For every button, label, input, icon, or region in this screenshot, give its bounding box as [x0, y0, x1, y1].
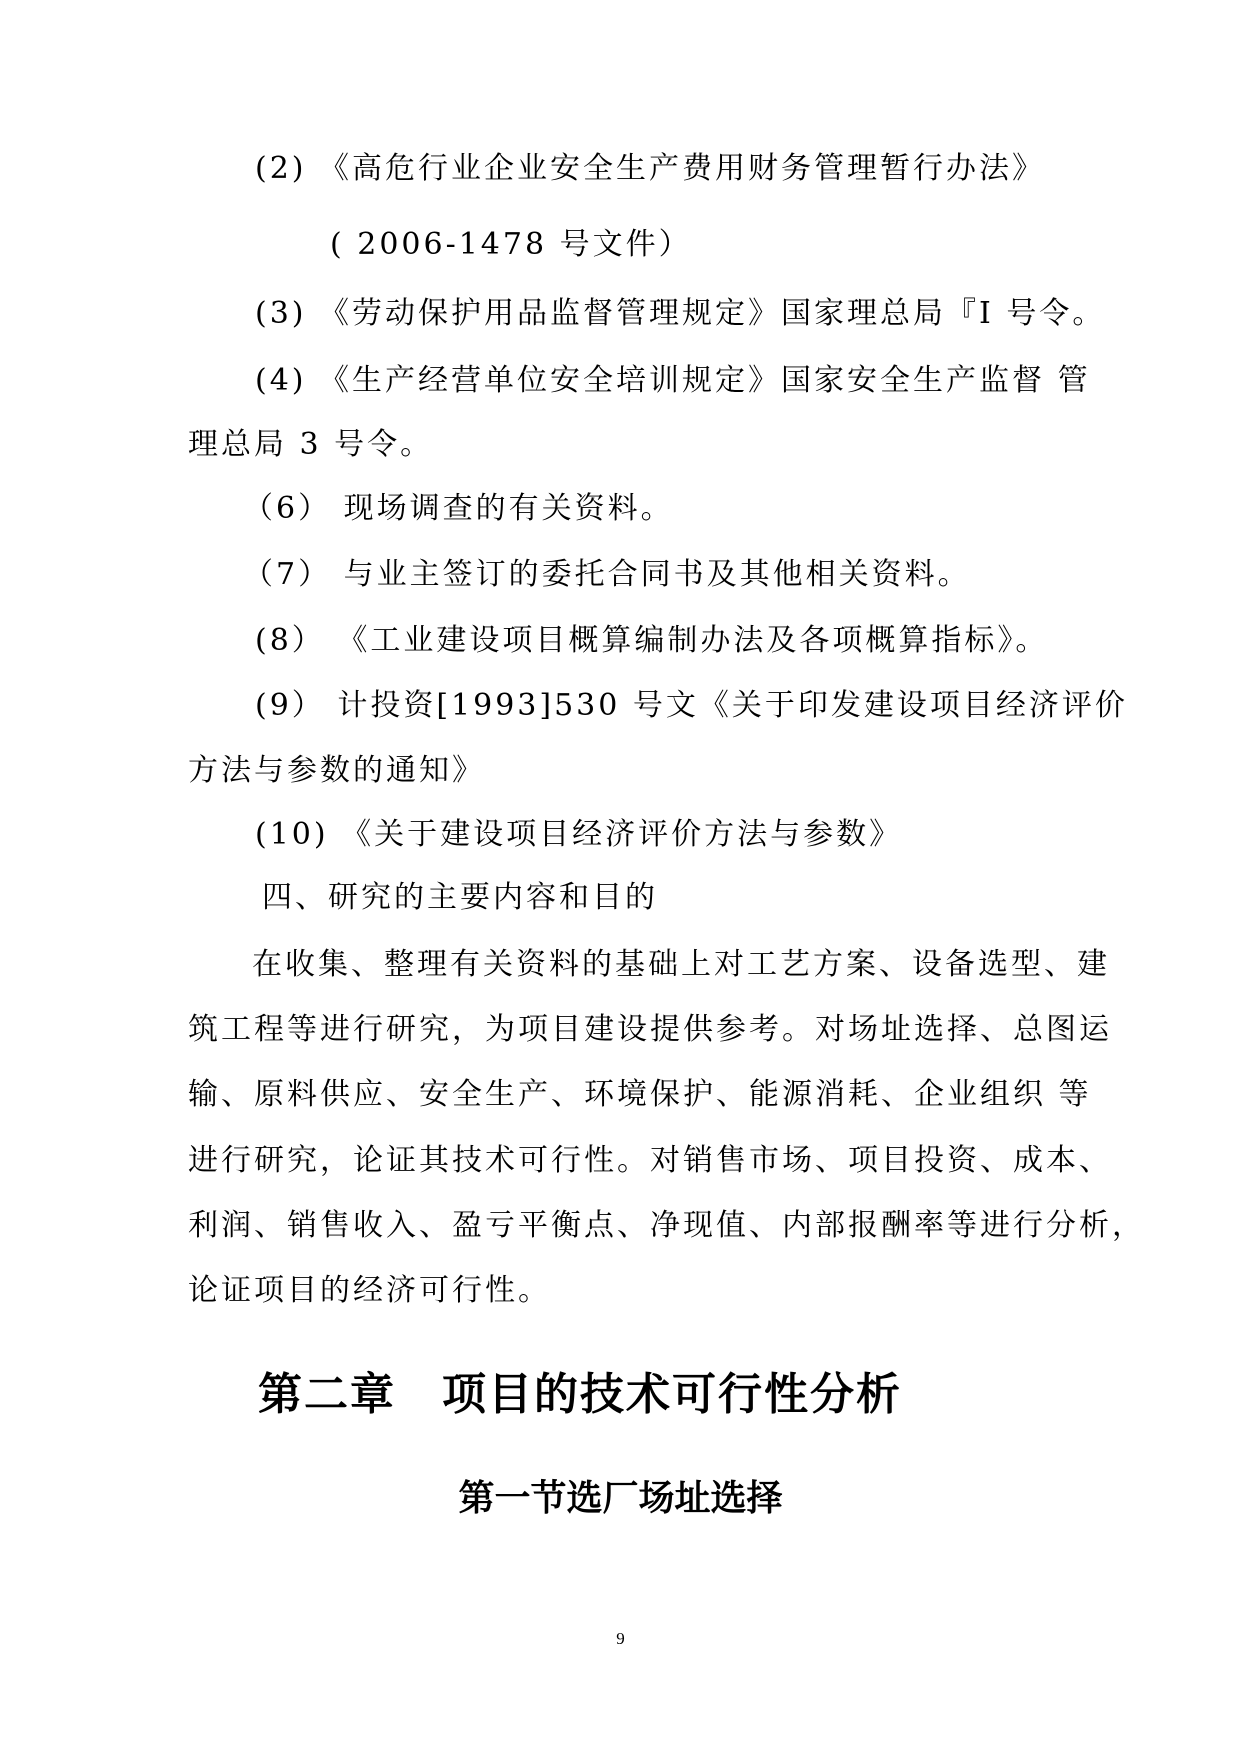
body-paragraph-line-3: 输、原料供应、安全生产、环境保护、能源消耗、企业组织 等	[188, 1077, 1092, 1112]
chapter-title: 第二章 项目的技术可行性分析	[258, 1369, 902, 1420]
reference-item-8: (8） 《工业建设项目概算编制办法及各项概算指标》。	[255, 623, 1049, 658]
reference-item-9-continuation: 方法与参数的通知》	[188, 753, 485, 788]
reference-item-9: (9） 计投资[1993]530 号文《关于印发建设项目经济评价	[255, 688, 1128, 723]
body-paragraph-line-1: 在收集、整理有关资料的基础上对工艺方案、设备选型、建	[252, 947, 1110, 982]
reference-item-6: （6） 现场调查的有关资料。	[243, 491, 674, 526]
body-paragraph-line-6: 论证项目的经济可行性。	[188, 1273, 551, 1308]
reference-item-3: (3) 《劳动保护用品监督管理规定》国家理总局『I 号令。	[255, 296, 1106, 331]
body-paragraph-line-5: 利润、销售收入、盈亏平衡点、净现值、内部报酬率等进行分析，	[188, 1208, 1145, 1243]
section-heading-four: 四、研究的主要内容和目的	[262, 880, 658, 915]
section-title: 第一节选厂场址选择	[458, 1478, 783, 1519]
reference-item-4: (4) 《生产经营单位安全培训规定》国家安全生产监督 管	[255, 363, 1091, 398]
body-paragraph-line-4: 进行研究，论证其技术可行性。对销售市场、项目投资、成本、	[188, 1143, 1112, 1178]
reference-item-10: (10) 《关于建设项目经济评价方法与参数》	[255, 817, 903, 852]
reference-item-4-continuation: 理总局 3 号令。	[188, 427, 434, 462]
reference-item-2: (2) 《高危行业企业安全生产费用财务管理暂行办法》	[255, 151, 1046, 186]
reference-item-2-continuation: ( 2006-1478 号文件）	[330, 227, 692, 262]
body-paragraph-line-2: 筑工程等进行研究，为项目建设提供参考。对场址选择、总图运	[188, 1012, 1112, 1047]
page-number: 9	[616, 1629, 625, 1648]
reference-item-7: （7） 与业主签订的委托合同书及其他相关资料。	[243, 557, 971, 592]
